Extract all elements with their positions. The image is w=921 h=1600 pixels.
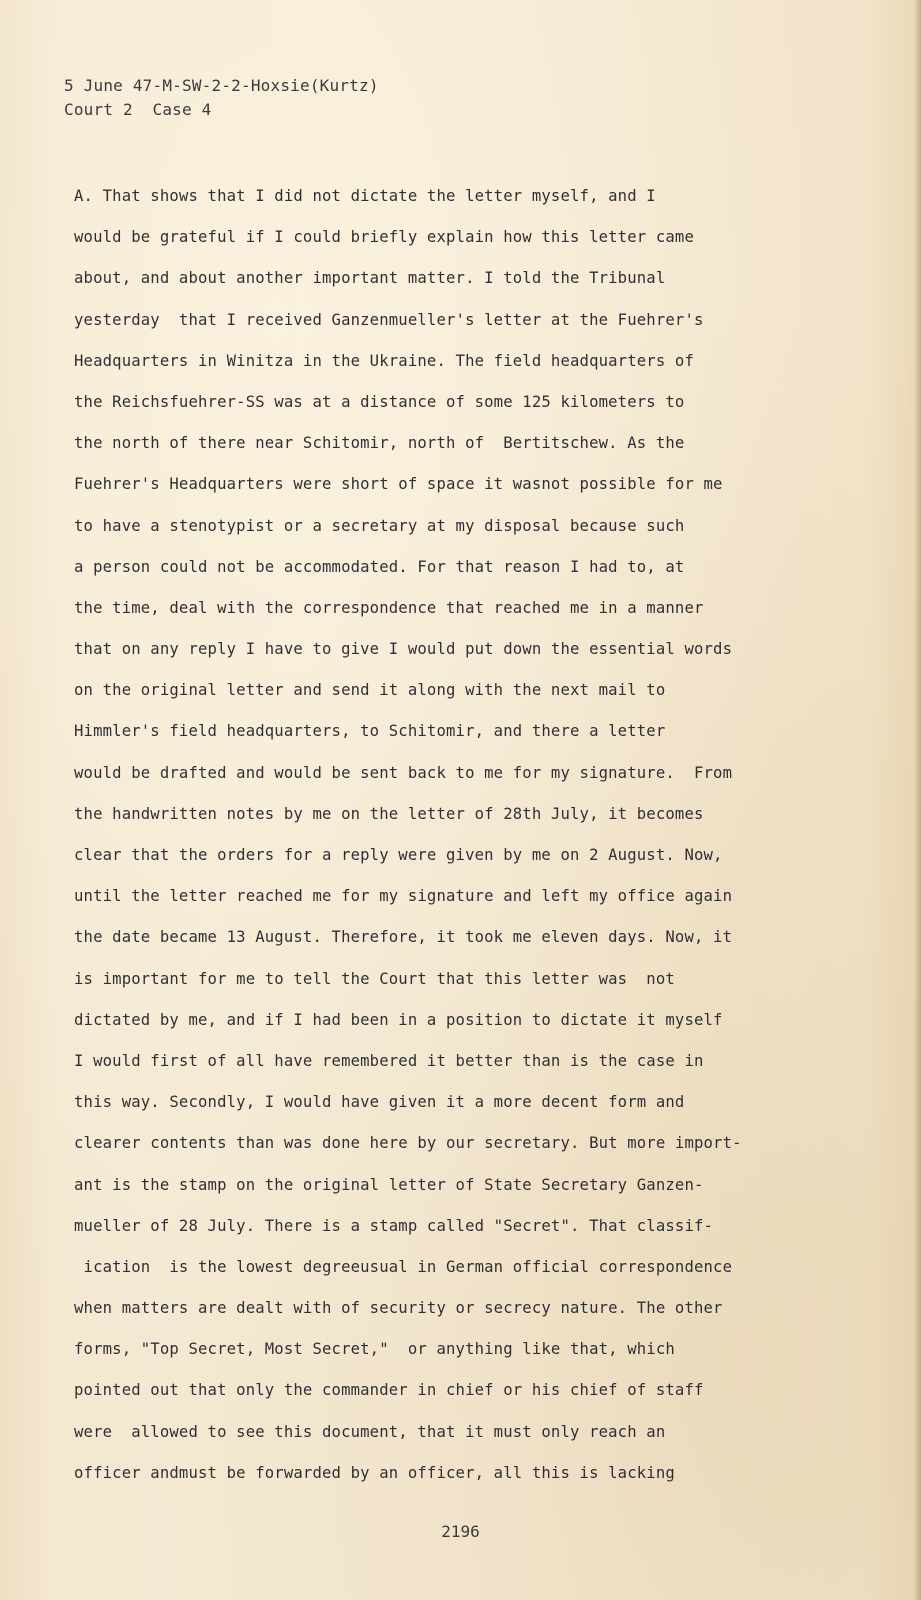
transcript-line: is important for me to tell the Court that this letter was not xyxy=(74,969,675,988)
transcript-line: ant is the stamp on the original letter of State Secretary Ganzen- xyxy=(74,1175,704,1194)
transcript-line: to have a stenotypist or a secretary at my disposal because such xyxy=(74,516,685,535)
transcript-line: about, and about another important matter. I told the Tribunal xyxy=(74,269,666,288)
transcript-line: Headquarters in Winitza in the Ukraine. The field headquarters of xyxy=(74,351,694,370)
transcript-line: ication is the lowest degreeusual in German official correspondence xyxy=(74,1257,733,1276)
transcript-line: I would first of all have remembered it better than is the case in xyxy=(74,1051,704,1070)
header-line-date-reference: 5 June 47-M-SW-2-2-Hoxsie(Kurtz) xyxy=(64,76,379,95)
transcript-line: this way. Secondly, I would have given it a more decent form and xyxy=(74,1093,685,1112)
transcript-line: yesterday that I received Ganzenmueller's letter at the Fuehrer's xyxy=(74,310,704,329)
transcript-line: were allowed to see this document, that it must only reach an xyxy=(74,1422,666,1441)
transcript-body xyxy=(74,176,794,1494)
transcript-line: A. That shows that I did not dictate the letter myself, and I xyxy=(74,187,656,205)
transcript-line: the date became 13 August. Therefore, it took me eleven days. Now, it xyxy=(74,928,733,947)
transcript-line: officer andmust be forwarded by an officer, all this is lacking xyxy=(74,1463,675,1482)
transcript-line: Himmler's field headquarters, to Schitomir, and there a letter xyxy=(74,722,666,741)
transcript-line: the time, deal with the correspondence that reached me in a manner xyxy=(74,598,704,617)
page-edge-shadow xyxy=(914,0,921,1600)
transcript-line: clear that the orders for a reply were given by me on 2 August. Now, xyxy=(74,846,723,864)
transcript-line: on the original letter and send it along with the next mail to xyxy=(74,681,666,700)
transcript-line: mueller of 28 July. There is a stamp called "Secret". That classif- xyxy=(74,1216,714,1235)
transcript-line: the handwritten notes by me on the letter of 28th July, it becomes xyxy=(74,804,704,823)
header-line-court-case: Court 2 Case 4 xyxy=(64,100,212,119)
transcript-line: would be drafted and would be sent back to me for my signature. From xyxy=(74,763,733,782)
transcript-line: when matters are dealt with of security or secrecy nature. The other xyxy=(74,1299,723,1318)
transcript-line: would be grateful if I could briefly explain how this letter came xyxy=(74,228,694,247)
transcript-line: pointed out that only the commander in chief or his chief of staff xyxy=(74,1381,704,1400)
transcript-line: forms, "Top Secret, Most Secret," or anything like that, which xyxy=(74,1340,675,1359)
transcript-line: that on any reply I have to give I would put down the essential words xyxy=(74,640,733,659)
document-header xyxy=(64,74,379,122)
transcript-line: dictated by me, and if I had been in a position to dictate it myself xyxy=(74,1010,723,1029)
page-number: 2196 xyxy=(441,1522,480,1541)
transcript-line: until the letter reached me for my signature and left my office again xyxy=(74,887,733,906)
transcript-line: clearer contents than was done here by our secretary. But more import- xyxy=(74,1134,742,1153)
transcript-line: the north of there near Schitomir, north of Bertitschew. As the xyxy=(74,434,685,453)
transcript-line: a person could not be accommodated. For that reason I had to, at xyxy=(74,557,685,576)
transcript-line: the Reichsfuehrer-SS was at a distance of some 125 kilometers to xyxy=(74,392,685,411)
transcript-line: Fuehrer's Headquarters were short of space it wasnot possible for me xyxy=(74,475,723,494)
